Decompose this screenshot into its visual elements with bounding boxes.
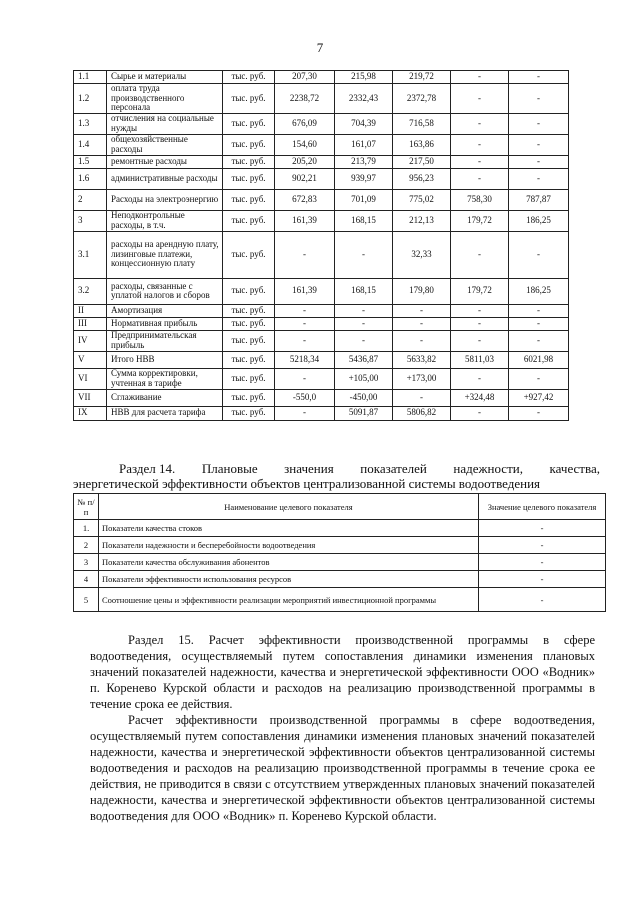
table-row (74, 304, 569, 317)
heading-word: показателей (360, 461, 427, 476)
row-value: - (275, 231, 335, 278)
row-value: - (509, 113, 569, 134)
row-value: - (509, 317, 569, 330)
row-number: 3.1 (74, 231, 107, 278)
row-value: - (509, 168, 569, 189)
row-value: -550,0 (275, 389, 335, 406)
row-value: 168,15 (335, 278, 393, 304)
row-value: - (509, 368, 569, 389)
row-value: - (509, 84, 569, 114)
row-value: 672,83 (275, 189, 335, 210)
row-number: 1.5 (74, 155, 107, 168)
row-number: 1.4 (74, 134, 107, 155)
row-label: Сырье и материалы (107, 71, 223, 84)
table-row (74, 588, 606, 612)
row-number: 3 (74, 554, 99, 571)
row-number: IV (74, 330, 107, 351)
row-number: 1.2 (74, 84, 107, 114)
row-value: 956,23 (393, 168, 451, 189)
col-header-value: Значение целевого показателя (479, 494, 606, 520)
table-row (74, 71, 569, 84)
row-unit: тыс. руб. (223, 231, 275, 278)
row-value: - (335, 317, 393, 330)
target-value: - (479, 571, 606, 588)
row-unit: тыс. руб. (223, 389, 275, 406)
row-value: 716,58 (393, 113, 451, 134)
row-value: +324,48 (451, 389, 509, 406)
table-row (74, 554, 606, 571)
target-name: Соотношение цены и эффективности реализации мероприятий инвестиционной программы (99, 588, 479, 612)
row-value: 179,80 (393, 278, 451, 304)
row-value: 676,09 (275, 113, 335, 134)
row-value: 704,39 (335, 113, 393, 134)
row-label: НВВ для расчета тарифа (107, 406, 223, 420)
row-value: - (451, 330, 509, 351)
row-value: - (393, 330, 451, 351)
row-value: - (451, 71, 509, 84)
row-value: - (509, 71, 569, 84)
row-value: 163,86 (393, 134, 451, 155)
row-value: 5811,03 (451, 351, 509, 368)
target-name: Показатели надежности и бесперебойности водоотведения (99, 537, 479, 554)
row-number: 3.2 (74, 278, 107, 304)
row-label: Предпринимательская прибыль (107, 330, 223, 351)
section-14-heading (73, 461, 600, 491)
targets-table (73, 493, 606, 612)
row-value: 787,87 (509, 189, 569, 210)
row-label: ремонтные расходы (107, 155, 223, 168)
row-value: 6021,98 (509, 351, 569, 368)
row-value: +173,00 (393, 368, 451, 389)
row-value: 32,33 (393, 231, 451, 278)
row-value: 5091,87 (335, 406, 393, 420)
row-value: - (275, 304, 335, 317)
row-number: 1.6 (74, 168, 107, 189)
row-label: административные расходы (107, 168, 223, 189)
row-value: - (451, 155, 509, 168)
row-label: отчисления на социальные нужды (107, 113, 223, 134)
row-unit: тыс. руб. (223, 84, 275, 114)
row-label: Нормативная прибыль (107, 317, 223, 330)
row-unit: тыс. руб. (223, 134, 275, 155)
row-value: 758,30 (451, 189, 509, 210)
table-row (74, 134, 569, 155)
row-unit: тыс. руб. (223, 189, 275, 210)
table-row (74, 351, 569, 368)
row-value: - (451, 231, 509, 278)
heading-word: надежности, (453, 461, 523, 476)
row-value: - (451, 406, 509, 420)
row-value: - (451, 304, 509, 317)
row-value: 154,60 (275, 134, 335, 155)
row-label: общехозяйственные расходы (107, 134, 223, 155)
row-value: +105,00 (335, 368, 393, 389)
row-value: 168,15 (335, 210, 393, 231)
row-value: - (335, 231, 393, 278)
row-unit: тыс. руб. (223, 210, 275, 231)
row-unit: тыс. руб. (223, 406, 275, 420)
row-unit: тыс. руб. (223, 155, 275, 168)
row-value: 2332,43 (335, 84, 393, 114)
row-value: 219,72 (393, 71, 451, 84)
row-value: - (275, 317, 335, 330)
row-value: - (451, 368, 509, 389)
target-value: - (479, 537, 606, 554)
row-value: 5218,34 (275, 351, 335, 368)
row-value: 2238,72 (275, 84, 335, 114)
row-value: 5633,82 (393, 351, 451, 368)
row-value: - (393, 389, 451, 406)
row-value: 207,30 (275, 71, 335, 84)
target-value: - (479, 588, 606, 612)
table-row (74, 537, 606, 554)
row-value: 902,21 (275, 168, 335, 189)
heading-word: значения (284, 461, 334, 476)
row-value: - (275, 330, 335, 351)
row-label: оплата труда производственного персонала (107, 84, 223, 114)
row-label: Неподконтрольные расходы, в т.ч. (107, 210, 223, 231)
row-number: VII (74, 389, 107, 406)
row-value: 179,72 (451, 278, 509, 304)
row-value: 186,25 (509, 210, 569, 231)
row-value: - (509, 304, 569, 317)
row-unit: тыс. руб. (223, 317, 275, 330)
row-value: - (335, 330, 393, 351)
row-label: Расходы на электроэнергию (107, 189, 223, 210)
row-unit: тыс. руб. (223, 278, 275, 304)
table-row (74, 389, 569, 406)
row-label: расходы, связанные с уплатой налогов и сборов (107, 278, 223, 304)
row-label: Амортизация (107, 304, 223, 317)
row-number: 5 (74, 588, 99, 612)
row-value: - (509, 155, 569, 168)
row-number: III (74, 317, 107, 330)
row-number: 1.1 (74, 71, 107, 84)
row-value: +927,42 (509, 389, 569, 406)
table-row (74, 278, 569, 304)
table-row (74, 571, 606, 588)
row-unit: тыс. руб. (223, 304, 275, 317)
row-value: 212,13 (393, 210, 451, 231)
row-number: II (74, 304, 107, 317)
table-row (74, 231, 569, 278)
table-row (74, 520, 606, 537)
col-header-name: Наименование целевого показателя (99, 494, 479, 520)
section-15-paragraph: Раздел 15. Расчет эффективности производственной программы в сфере водоотведения, осуществляемый путем сопоставления динамики изменения плановых значений показателей надежности, качества и энергетической эффективности ООО «Водник» п. Коренево Курской области и расходов на реализацию производственной программы в течение срока ее действия. (90, 633, 595, 711)
row-unit: тыс. руб. (223, 168, 275, 189)
row-number: 1.3 (74, 113, 107, 134)
row-number: V (74, 351, 107, 368)
heading-line2: энергетической эффективности объектов централизованной системы водоотведения (73, 476, 541, 491)
heading-word: Плановые (201, 461, 258, 476)
row-label: расходы на арендную плату, лизинговые платежи, концессионную плату (107, 231, 223, 278)
row-number: 2 (74, 537, 99, 554)
row-value: 179,72 (451, 210, 509, 231)
row-value: 161,39 (275, 278, 335, 304)
row-value: - (275, 406, 335, 420)
table-row (74, 210, 569, 231)
row-number: 2 (74, 189, 107, 210)
table-row (74, 317, 569, 330)
table-row (74, 168, 569, 189)
table-row (74, 84, 569, 114)
row-value: 5806,82 (393, 406, 451, 420)
row-value: 205,20 (275, 155, 335, 168)
section-15-explanation: Расчет эффективности производственной программы в сфере водоотведения, осуществляемый путем сопоставления динамики изменения плановых значений показателей надежности, качества и энергетической эффективности объектов централизованной системы водоотведения и расходов на реализацию производственной программы в течение срока ее действия, не приводится в связи с отсутствием утвержденных плановых значений показателей надежности, качества и энергетической эффективности объектов централизованной системы водоотведения для ООО «Водник» п. Коренево Курской области. (90, 713, 595, 823)
row-value: - (275, 368, 335, 389)
row-value: 217,50 (393, 155, 451, 168)
row-value: - (509, 134, 569, 155)
row-value: 161,07 (335, 134, 393, 155)
row-unit: тыс. руб. (223, 330, 275, 351)
heading-word: Раздел 14. (119, 461, 176, 476)
table-row (74, 189, 569, 210)
row-value: - (509, 330, 569, 351)
row-label: Сумма корректировки, учтенная в тарифе (107, 368, 223, 389)
row-value: 186,25 (509, 278, 569, 304)
row-label: Сглаживание (107, 389, 223, 406)
row-value: - (451, 134, 509, 155)
target-value: - (479, 520, 606, 537)
row-value: - (509, 406, 569, 420)
row-number: 1. (74, 520, 99, 537)
row-value: - (509, 231, 569, 278)
row-unit: тыс. руб. (223, 113, 275, 134)
row-value: - (451, 317, 509, 330)
row-value: 215,98 (335, 71, 393, 84)
row-value: - (393, 317, 451, 330)
row-value: - (451, 84, 509, 114)
row-value: -450,00 (335, 389, 393, 406)
row-unit: тыс. руб. (223, 71, 275, 84)
row-number: 3 (74, 210, 107, 231)
row-value: 939,97 (335, 168, 393, 189)
table-row (74, 330, 569, 351)
row-unit: тыс. руб. (223, 368, 275, 389)
target-name: Показатели качества стоков (99, 520, 479, 537)
col-header-number: № п/п (74, 494, 99, 520)
row-value: - (393, 304, 451, 317)
row-value: 701,09 (335, 189, 393, 210)
row-value: 5436,87 (335, 351, 393, 368)
page-number: 7 (316, 40, 324, 55)
row-number: 4 (74, 571, 99, 588)
target-name: Показатели эффективности использования ресурсов (99, 571, 479, 588)
row-value: 775,02 (393, 189, 451, 210)
heading-word: качества, (549, 461, 600, 476)
row-number: VI (74, 368, 107, 389)
target-value: - (479, 554, 606, 571)
row-number: IX (74, 406, 107, 420)
row-value: - (451, 168, 509, 189)
row-value: - (335, 304, 393, 317)
row-label: Итого НВВ (107, 351, 223, 368)
row-value: 161,39 (275, 210, 335, 231)
table-row (74, 406, 569, 420)
target-name: Показатели качества обслуживания абонентов (99, 554, 479, 571)
row-value: - (451, 113, 509, 134)
row-value: 213,79 (335, 155, 393, 168)
row-unit: тыс. руб. (223, 351, 275, 368)
row-value: 2372,78 (393, 84, 451, 114)
table-row (74, 368, 569, 389)
table-row (74, 155, 569, 168)
costs-table (73, 70, 569, 421)
table-row (74, 113, 569, 134)
